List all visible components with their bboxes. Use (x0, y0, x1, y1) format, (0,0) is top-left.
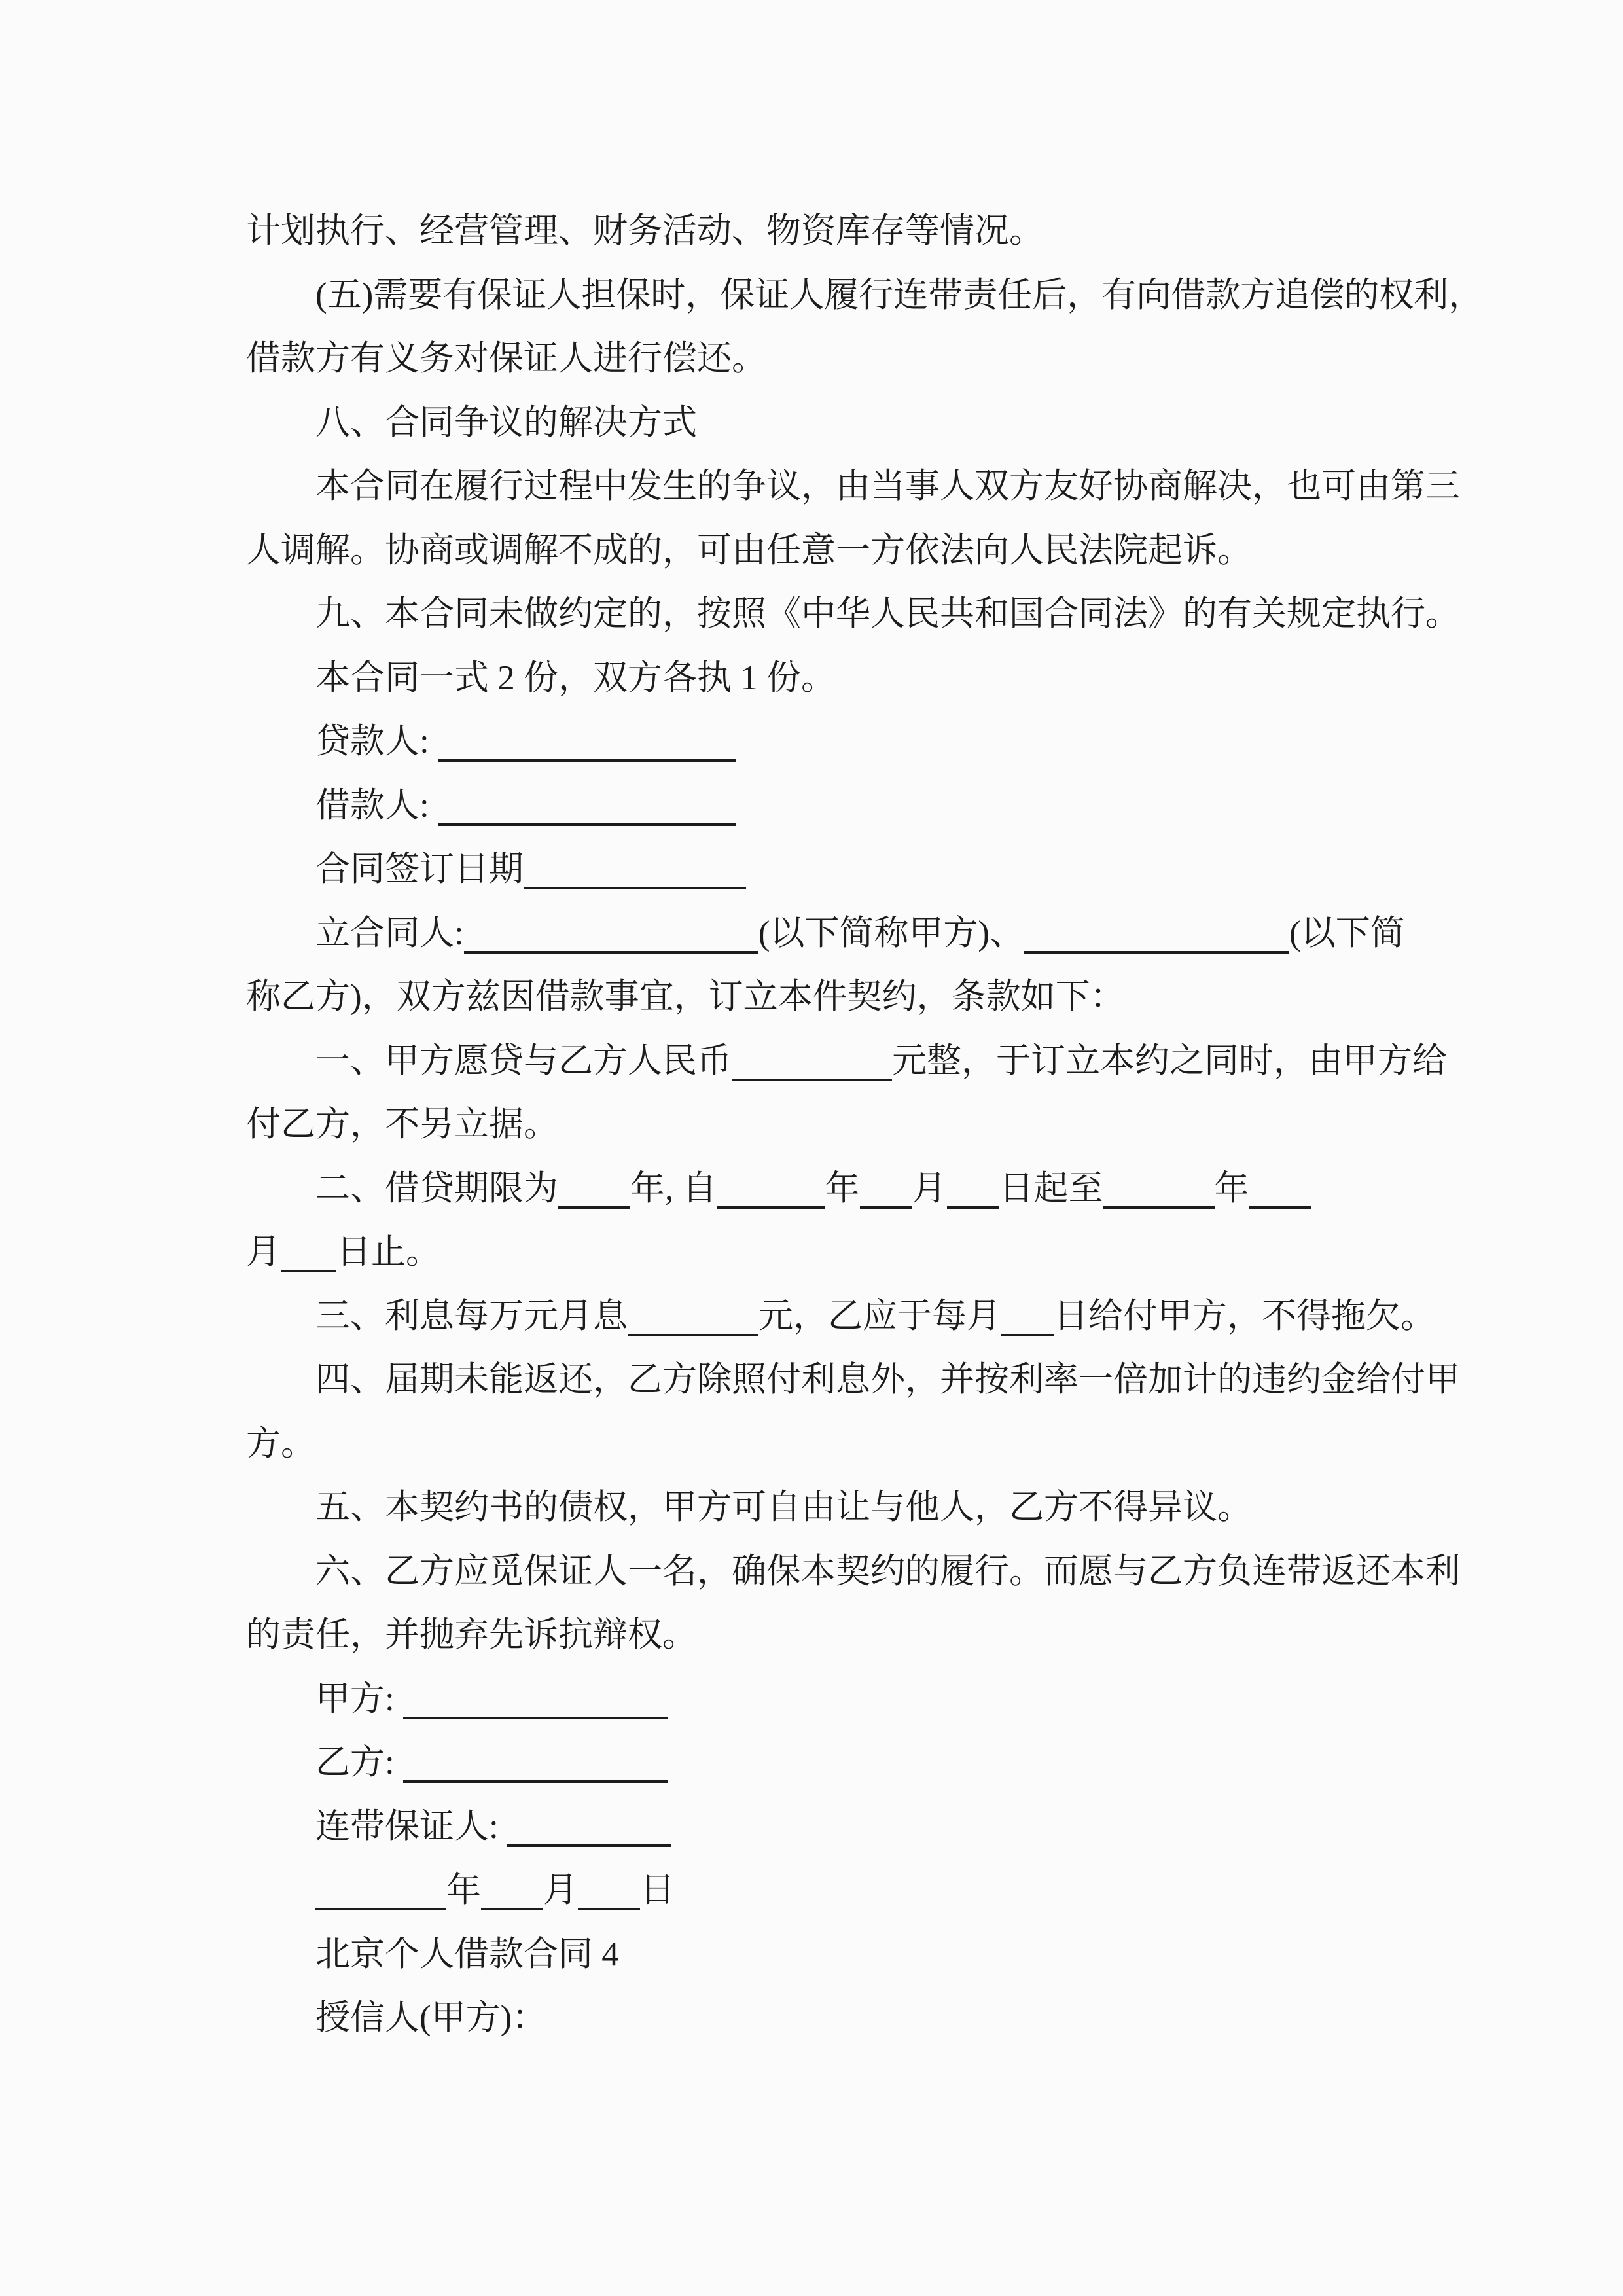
text-run: 合同签订日期 (315, 850, 524, 888)
text-run: 元，乙应于每月 (758, 1297, 1001, 1335)
blank-underline (464, 951, 758, 954)
document-line (246, 1731, 1555, 1795)
text-run: 日止。 (336, 1233, 440, 1271)
document-line (246, 200, 1555, 264)
text-run: (以下简 (1289, 914, 1405, 952)
text-run: 方。 (246, 1424, 315, 1463)
document-line (246, 838, 1555, 902)
blank-underline (1249, 1206, 1311, 1209)
document-line (246, 1093, 1555, 1157)
document-line (246, 1923, 1555, 1987)
text-run: 四、届期未能返还，乙方除照付利息外，并按利率一倍加计的违约金给付甲 (315, 1361, 1460, 1399)
text-run: 月 (912, 1169, 947, 1208)
text-run: 连带保证人: (315, 1807, 507, 1846)
document-line (246, 774, 1555, 838)
text-run: 贷款人: (315, 723, 438, 761)
text-run: 日 (640, 1871, 675, 1909)
text-run: 一、甲方愿贷与乙方人民币 (315, 1041, 732, 1080)
text-run: 二、借贷期限为 (315, 1169, 558, 1208)
blank-underline (315, 1908, 446, 1910)
text-run: 年 (825, 1169, 860, 1208)
document-line (246, 1986, 1555, 2051)
text-run: 八、合同争议的解决方式 (315, 403, 697, 442)
blank-underline (558, 1206, 630, 1209)
text-run: 日起至 (999, 1169, 1103, 1208)
text-run: 六、乙方应觅保证人一名，确保本契约的履行。而愿与乙方负连带返还本利 (315, 1552, 1460, 1590)
text-run: 人调解。协商或调解不成的，可由任意一方依法向人民法院起诉。 (246, 531, 1252, 569)
blank-underline (481, 1908, 543, 1910)
text-run: 授信人(甲方)： (315, 1999, 547, 2037)
text-run: (五)需要有保证人担保时，保证人履行连带责任后，有向借款方追偿的权利， (315, 276, 1484, 314)
document-line (246, 1795, 1555, 1859)
document-line (246, 1030, 1555, 1094)
text-run: 借款方有义务对保证人进行偿还。 (246, 340, 766, 378)
document-line (246, 1859, 1555, 1923)
document-line (246, 965, 1555, 1030)
document-line (246, 1476, 1555, 1540)
document-line (246, 902, 1555, 966)
text-run: 五、本契约书的债权，甲方可自由让与他人，乙方不得异议。 (315, 1488, 1252, 1526)
blank-underline (578, 1908, 640, 1910)
blank-underline (628, 1334, 758, 1336)
blank-underline (1001, 1334, 1054, 1336)
document-line (246, 391, 1555, 456)
text-run: 本合同在履行过程中发生的争议，由当事人双方友好协商解决，也可由第三 (315, 467, 1460, 505)
document-line (246, 264, 1555, 328)
blank-underline (717, 1206, 825, 1209)
blank-underline (732, 1079, 892, 1081)
document-line (246, 1285, 1555, 1349)
blank-underline (403, 1780, 668, 1783)
document-body (246, 200, 1555, 2051)
document-line (246, 1668, 1555, 1732)
document-line (246, 327, 1555, 391)
document-line (246, 1157, 1555, 1221)
text-run: 计划执行、经营管理、财务活动、物资库存等情况。 (246, 212, 1044, 250)
text-run: 月 (246, 1233, 281, 1271)
document-line (246, 519, 1555, 583)
document-line (246, 455, 1555, 519)
text-run: 月 (543, 1871, 578, 1909)
text-run: 三、利息每万元月息 (315, 1297, 628, 1335)
blank-underline (507, 1844, 671, 1847)
text-run: (以下简称甲方)、 (758, 914, 1025, 952)
blank-underline (281, 1270, 336, 1272)
text-run: 借款人: (315, 786, 438, 825)
text-run: 立合同人: (315, 914, 464, 952)
blank-underline (524, 887, 746, 889)
blank-underline (403, 1717, 668, 1719)
document-line (246, 1540, 1555, 1604)
text-run: 付乙方，不另立据。 (246, 1105, 558, 1143)
text-run: 年, 自 (630, 1169, 717, 1208)
blank-underline (438, 759, 736, 762)
text-run: 年 (446, 1871, 481, 1909)
text-run: 乙方: (315, 1744, 403, 1782)
text-run: 北京个人借款合同 4 (315, 1935, 619, 1973)
blank-underline (860, 1206, 912, 1209)
text-run: 本合同一式 2 份，双方各执 1 份。 (315, 658, 836, 697)
document-line (246, 1604, 1555, 1668)
document-line (246, 583, 1555, 647)
text-run: 的责任，并抛弃先诉抗辩权。 (246, 1616, 697, 1654)
text-run: 年 (1214, 1169, 1249, 1208)
document-line (246, 647, 1555, 711)
text-run: 称乙方)，双方兹因借款事宜，订立本件契约，条款如下： (246, 978, 1125, 1016)
document-line (246, 1348, 1555, 1412)
blank-underline (947, 1206, 999, 1209)
blank-underline (1103, 1206, 1215, 1209)
blank-underline (438, 823, 736, 826)
document-line (246, 710, 1555, 774)
text-run: 元整，于订立本约之同时，由甲方给 (892, 1041, 1447, 1080)
document-line (246, 1221, 1555, 1285)
text-run: 九、本合同未做约定的，按照《中华人民共和国合同法》的有关规定执行。 (315, 595, 1460, 633)
document-line (246, 1412, 1555, 1477)
text-run: 甲方: (315, 1679, 403, 1718)
blank-underline (1024, 951, 1289, 954)
text-run: 日给付甲方，不得拖欠。 (1054, 1297, 1435, 1335)
